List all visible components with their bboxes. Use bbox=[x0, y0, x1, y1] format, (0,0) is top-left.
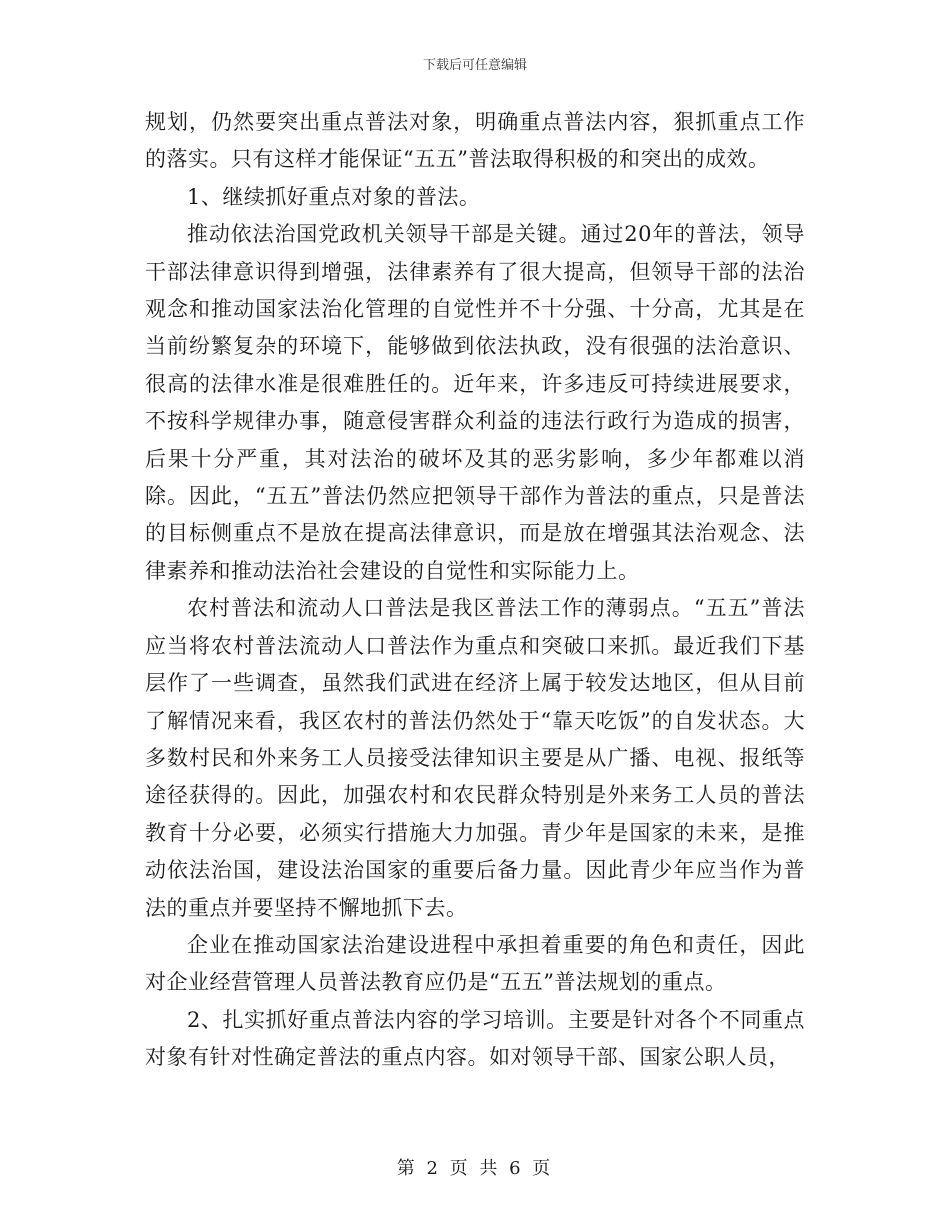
page-number-footer: 第 2 页 共 6 页 bbox=[396, 1158, 554, 1179]
heading-key-targets: 1、继续抓好重点对象的普法。 bbox=[187, 184, 481, 209]
paragraph-planning-continuation: 规划，仍然要突出重点普法对象，明确重点普法内容，狠抓重点工作的落实。只有这样才能保证“五五”普法取得积极的和突出的成效。 bbox=[145, 110, 805, 172]
page-header-note: 下载后可任意编辑 bbox=[422, 58, 527, 73]
document-body bbox=[145, 104, 805, 1077]
paragraph-enterprises: 企业在推动国家法治建设进程中承担着重要的角色和责任，因此对企业经营管理人员普法教育应仍是“五五”普法规划的重点。 bbox=[145, 932, 805, 995]
paragraph-rural-and-migrant: 农村普法和流动人口普法是我区普法工作的薄弱点。“五五”普法应当将农村普法流动人口普法作为重点和突破口来抓。最近我们下基层作了一些调查，虽然我们武进在经济上属于较发达地区，但从目前了解情况来看，我区农村的普法仍然处于“靠天吃饭”的自发状态。大多数村民和外来务工人员接受法律知识主要是从广播、电视、报纸等途径获得的。因此，加强农村和农民群众特别是外来务工人员的普法教育十分必要，必须实行措施大力加强。青少年是国家的未来，是推动依法治国，建设法治国家的重要后备力量。因此青少年应当作为普法的重点并要坚持不懈地抓下去。 bbox=[145, 596, 805, 920]
paragraph-key-content-training: 2、扎实抓好重点普法内容的学习培训。主要是针对各个不同重点对象有针对性确定普法的重点内容。如对领导干部、国家公职人员， bbox=[145, 1007, 805, 1070]
paragraph-leading-cadres: 推动依法治国党政机关领导干部是关键。通过20年的普法，领导干部法律意识得到增强，法律素养有了很大提高，但领导干部的法治观念和推动国家法治化管理的自觉性并不十分强、十分高，尤其是在当前纷繁复杂的环境下，能够做到依法执政，没有很强的法治意识、很高的法律水准是很难胜任的。近年来，许多违反可持续进展要求，不按科学规律办事，随意侵害群众利益的违法行政行为造成的损害，后果十分严重，其对法治的破坏及其的恶劣影响，多少年都难以消除。因此，“五五”普法仍然应把领导干部作为普法的重点，只是普法的目标侧重点不是放在提高法律意识，而是放在增强其法治观念、法律素养和推动法治社会建设的自觉性和实际能力上。 bbox=[145, 222, 805, 583]
